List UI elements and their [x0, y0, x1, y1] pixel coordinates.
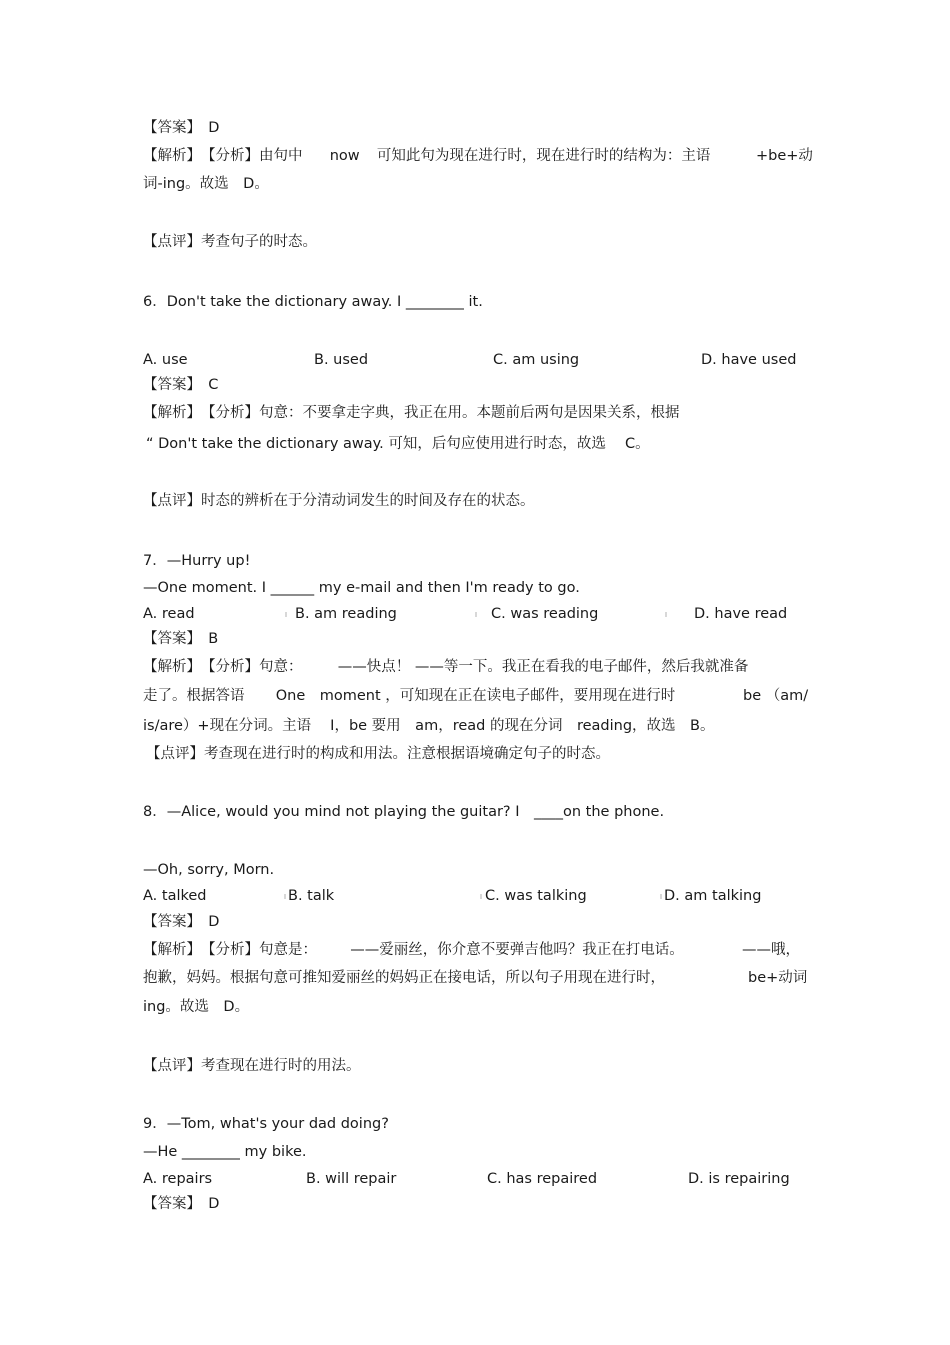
q9-option-b: B. will repair: [306, 1171, 397, 1187]
q7-analysis-part-c2: be （am/: [743, 688, 809, 704]
q5-analysis-line1: [143, 146, 710, 166]
q7-analysis-line2: [143, 686, 675, 706]
q7-analysis-line1: [143, 657, 748, 677]
q7-analysis-part-b2: One moment ，可知现在正在读电子邮件，要用现在进行时: [275, 688, 676, 704]
q7-question: 7．—Hurry up!: [143, 553, 251, 569]
q7-option-d: D. have read: [694, 606, 788, 622]
q8-analysis-part-a: 【解析】 【分析】句意是：: [143, 942, 317, 958]
q5-analysis-part-c: 可知此句为现在进行时，现在进行时的结构为：主语: [376, 148, 711, 164]
separator-dot: [665, 612, 667, 617]
q7-option-a: A. read: [143, 606, 195, 622]
q8-analysis-part-c: ——哦，: [742, 942, 800, 958]
q9-question: 9．—Tom, what's your dad doing?: [143, 1116, 389, 1132]
q8-analysis-line2: 抱歉，妈妈。根据句意可推知爱丽丝的妈妈正在接电话，所以句子用现在进行时，: [143, 970, 665, 986]
separator-dot: [660, 894, 662, 899]
separator-dot: [284, 894, 286, 899]
q5-comment: 【点评】考查句子的时态。: [143, 234, 317, 250]
q6-option-c: C. am using: [493, 352, 580, 368]
q8-analysis-line1: [143, 940, 684, 960]
separator-dot: [285, 612, 287, 617]
q5-analysis-part-d: +be+动: [756, 148, 813, 164]
q8-option-b: B. talk: [288, 888, 335, 904]
q6-comment: 【点评】时态的辨析在于分清动词发生的时间及存在的状态。: [143, 493, 535, 509]
q5-analysis-part-b: now: [329, 148, 360, 164]
q9-line2: —He ________ my bike.: [143, 1144, 307, 1160]
q7-analysis-part-a: 【解析】 【分析】句意：: [143, 659, 303, 675]
q7-analysis-line3: is/are）+现在分词。主语 I，be 要用 am，read 的现在分词 reading，故选 B。: [143, 718, 715, 734]
q6-answer: 【答案】 C: [143, 377, 219, 393]
q6-option-a: A. use: [143, 352, 188, 368]
q7-option-b: B. am reading: [295, 606, 397, 622]
q8-option-c: C. was talking: [485, 888, 587, 904]
q9-answer: 【答案】 D: [143, 1196, 220, 1212]
q6-question: 6．Don't take the dictionary away. I ________ it.: [143, 294, 483, 310]
q9-option-d: D. is repairing: [688, 1171, 790, 1187]
q6-option-b: B. used: [314, 352, 369, 368]
q8-line2: —Oh, sorry, Morn.: [143, 862, 275, 878]
q7-line2: —One moment. I ______ my e-mail and then I'm ready to go.: [143, 580, 580, 596]
separator-dot: [475, 612, 477, 617]
q7-analysis-part-a2: 走了。根据答语: [143, 688, 245, 704]
q6-option-d: D. have used: [701, 352, 797, 368]
q8-option-a: A. talked: [143, 888, 207, 904]
q5-answer: 【答案】 D: [143, 120, 220, 136]
q5-analysis-line2: 词-ing。故选 D。: [143, 176, 269, 192]
q8-analysis-line3: ing。故选 D。: [143, 999, 250, 1015]
q8-analysis-part-b2: be+动词: [748, 970, 808, 986]
q8-answer: 【答案】 D: [143, 914, 220, 930]
q8-option-d: D. am talking: [664, 888, 762, 904]
q9-option-a: A. repairs: [143, 1171, 213, 1187]
q6-analysis-line2: “ Don't take the dictionary away. 可知，后句应使用进行时态，故选 C。: [146, 436, 650, 452]
q8-analysis-part-b: ——爱丽丝，你介意不要弹吉他吗？我正在打电话。: [350, 942, 684, 958]
separator-dot: [480, 894, 482, 899]
q7-analysis-part-b: ——快点！ ——等一下。我正在看我的电子邮件，然后我就准备: [337, 659, 749, 675]
q7-option-c: C. was reading: [491, 606, 599, 622]
q8-comment: 【点评】考查现在进行时的用法。: [143, 1058, 361, 1074]
q5-analysis-part-a: 【解析】 【分析】由句中: [143, 148, 303, 164]
q7-comment: 【点评】考查现在进行时的构成和用法。注意根据语境确定句子的时态。: [146, 746, 610, 762]
q7-answer: 【答案】 B: [143, 631, 219, 647]
q8-question: 8．—Alice, would you mind not playing the guitar? I ____on the phone.: [143, 804, 665, 820]
q6-analysis-line1: 【解析】 【分析】句意：不要拿走字典，我正在用。本题前后两句是因果关系，根据: [143, 405, 680, 421]
q9-option-c: C. has repaired: [487, 1171, 598, 1187]
